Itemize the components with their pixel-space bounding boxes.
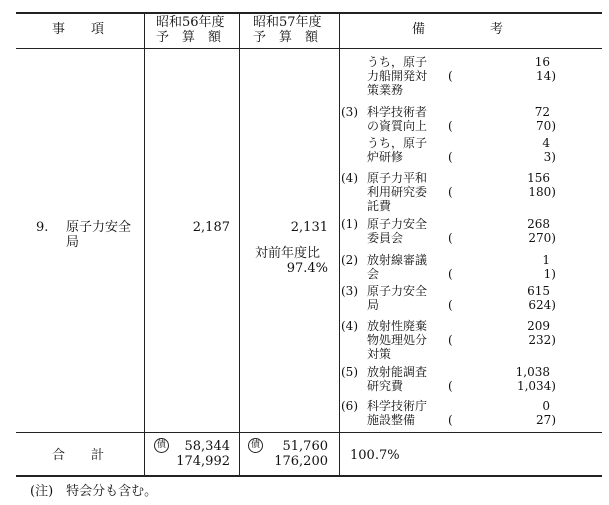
header-budget57-line1: 昭和57年度 — [253, 15, 322, 30]
remark-paren-open: ( — [448, 185, 453, 199]
total-budget56-line2: 174,992 — [176, 454, 230, 469]
bond-mark-57: 債 — [248, 438, 263, 453]
table-bottom-rule — [16, 475, 602, 477]
remark-value-57: 72 — [534, 105, 550, 119]
remark-text-line: の資質向上 — [367, 119, 428, 133]
remark-text-line: 局 — [367, 298, 380, 312]
header-budget56-line1: 昭和56年度 — [156, 15, 225, 30]
remark-text-line: 原子力平和 — [367, 171, 428, 185]
table-top-rule — [16, 12, 602, 14]
remark-value-56: 3) — [543, 150, 556, 164]
remark-value-57: 4 — [542, 136, 550, 150]
remark-paren-open: ( — [448, 298, 453, 312]
remark-text-line: 施設整備 — [367, 413, 416, 427]
remark-text-line: 会 — [367, 267, 380, 281]
remark-text-line: 策業務 — [367, 83, 404, 97]
remark-value-56: 624) — [528, 298, 556, 312]
budget56-value: 2,187 — [192, 220, 230, 235]
item-number: 9. — [36, 220, 49, 235]
remark-value-57: 209 — [527, 319, 550, 333]
header-item: 事 項 — [52, 22, 105, 37]
total-label: 合 計 — [52, 448, 105, 463]
remark-value-56: 1,034) — [516, 379, 556, 393]
remark-text-line: 原子力安全 — [367, 217, 428, 231]
remark-value-56: 14) — [536, 69, 556, 83]
total-budget57-line2: 176,200 — [274, 454, 328, 469]
total-budget57-line1: 51,760 — [282, 439, 328, 454]
remark-paren-open: ( — [448, 69, 453, 83]
remark-paren-open: ( — [448, 333, 453, 347]
header-budget57-line2: 予 算 額 — [253, 30, 319, 45]
remark-text-line: 炉研修 — [367, 150, 404, 164]
remark-text-line: 原子力安全 — [367, 284, 428, 298]
remark-value-56: 270) — [528, 231, 556, 245]
bond-mark-56: 債 — [154, 438, 169, 453]
budget57-value: 2,131 — [290, 220, 328, 235]
col-divider-3 — [339, 13, 340, 475]
body-bottom-rule — [16, 432, 602, 433]
remark-value-57: 615 — [527, 284, 550, 298]
remark-paren-open: ( — [448, 413, 453, 427]
header-remarks: 備 考 — [412, 22, 504, 37]
ratio-label: 対前年度比 — [255, 246, 321, 261]
remark-number: (4) — [341, 319, 358, 333]
remark-value-56: 232) — [528, 333, 556, 347]
remark-paren-open: ( — [448, 231, 453, 245]
total-ratio: 100.7% — [350, 448, 400, 463]
item-name-line2: 局 — [66, 235, 80, 250]
ratio-value: 97.4% — [286, 261, 328, 276]
remark-text-line: 放射能調査 — [367, 365, 428, 379]
remark-value-57: 1 — [542, 253, 550, 267]
remark-value-56: 180) — [528, 185, 556, 199]
remark-text-line: 委員会 — [367, 231, 404, 245]
remark-text-line: 託費 — [367, 199, 392, 213]
header-budget56-line2: 予 算 額 — [156, 30, 222, 45]
remark-number: (5) — [341, 365, 358, 379]
remark-value-57: 0 — [542, 399, 550, 413]
remark-value-57: 268 — [527, 217, 550, 231]
remark-paren-open: ( — [448, 267, 453, 281]
remark-text-line: 力船開発対 — [367, 69, 428, 83]
remark-text-line: 利用研究委 — [367, 185, 428, 199]
remark-number: (3) — [341, 105, 358, 119]
total-budget56-line1: 58,344 — [184, 439, 230, 454]
remark-text-line: うち，原子 — [367, 55, 428, 69]
remark-number: (4) — [341, 171, 358, 185]
col-divider-2 — [239, 13, 240, 475]
remark-value-56: 1) — [543, 267, 556, 281]
remark-text-line: 科学技術庁 — [367, 399, 428, 413]
remark-number: (2) — [341, 253, 358, 267]
remark-text-line: 研究費 — [367, 379, 404, 393]
remark-text-line: 放射線審議 — [367, 253, 428, 267]
remark-value-56: 70) — [536, 119, 556, 133]
remark-paren-open: ( — [448, 379, 453, 393]
item-name-line1: 原子力安全 — [66, 220, 132, 235]
remark-paren-open: ( — [448, 119, 453, 133]
remark-text-line: 対策 — [367, 347, 392, 361]
remark-text-line: 放射性廃棄 — [367, 319, 428, 333]
header-bottom-rule — [16, 48, 602, 49]
remark-value-56: 27) — [536, 413, 556, 427]
remark-value-57: 156 — [527, 171, 550, 185]
col-divider-1 — [144, 13, 145, 475]
remark-paren-open: ( — [448, 150, 453, 164]
remark-value-57: 16 — [534, 55, 550, 69]
remark-number: (3) — [341, 284, 358, 298]
remark-number: (6) — [341, 399, 358, 413]
remark-text-line: 物処理処分 — [367, 333, 428, 347]
remark-text-line: 科学技術者 — [367, 105, 428, 119]
remark-text-line: うち，原子 — [367, 136, 428, 150]
footnote: (注) 特会分も含む。 — [30, 484, 158, 499]
remark-number: (1) — [341, 217, 358, 231]
remark-value-57: 1,038 — [515, 365, 550, 379]
